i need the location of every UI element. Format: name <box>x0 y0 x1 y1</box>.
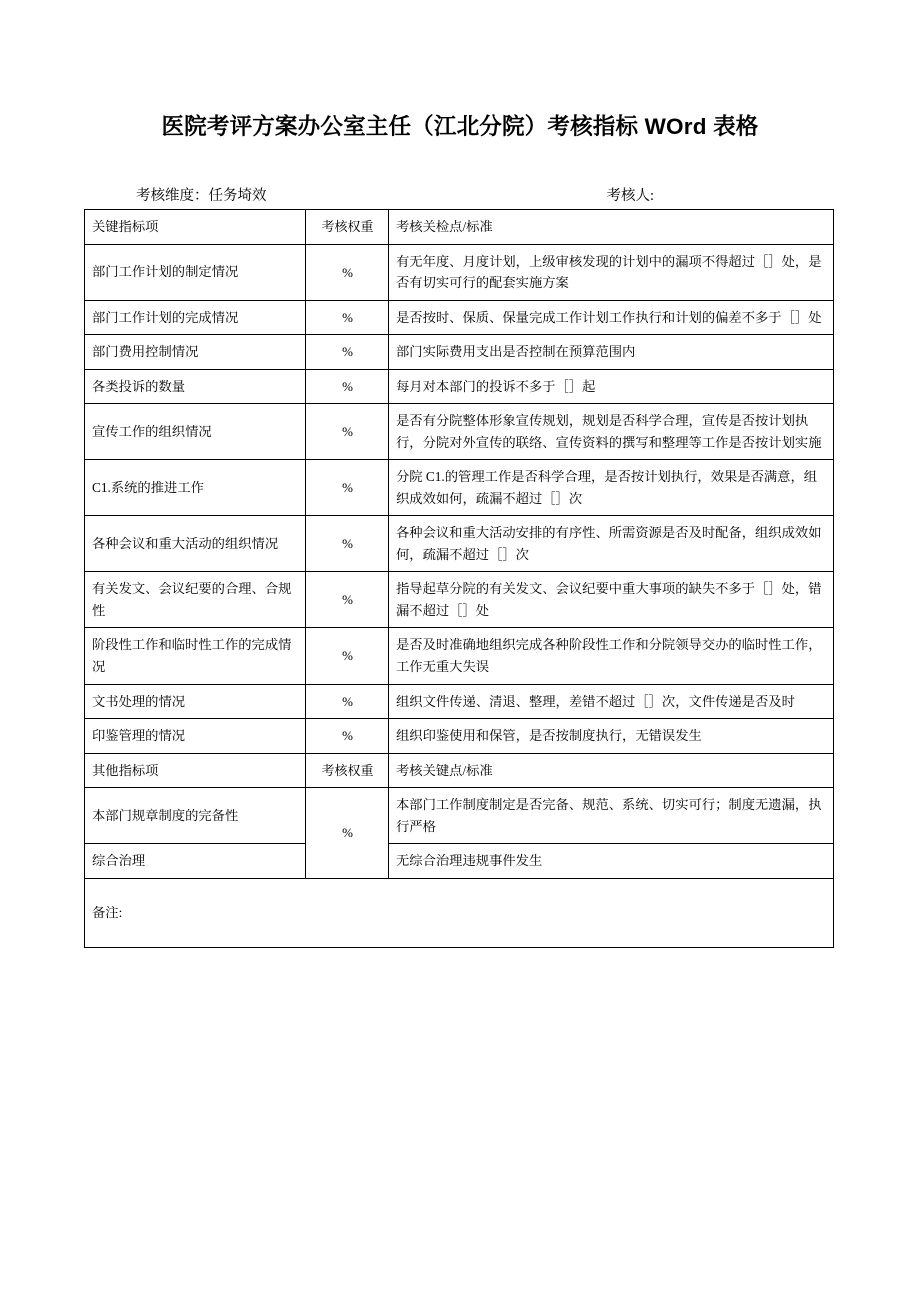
row-item: 部门工作计划的完成情况 <box>85 300 306 335</box>
remark-label: 备注: <box>85 878 834 947</box>
table-row <box>85 244 834 300</box>
secondary-header-row <box>85 753 834 788</box>
row-standard: 指导起草分院的有关发文、会议纪要中重大事项的缺失不多于［］处，错漏不超过［］处 <box>389 572 834 628</box>
row-item: 部门工作计划的制定情况 <box>85 244 306 300</box>
secondary-header-cell-item: 其他指标项 <box>85 753 306 788</box>
row-weight: % <box>306 719 389 754</box>
row-weight-merged: % <box>306 788 389 879</box>
table-row <box>85 335 834 370</box>
row-weight: % <box>306 404 389 460</box>
assessor-label: 考核人: <box>606 187 654 204</box>
row-standard: 分院 C1.的管理工作是否科学合理，是否按计划执行，效果是否满意，组织成效如何，疏漏不超过［］次 <box>389 460 834 516</box>
row-item: C1.系统的推进工作 <box>85 460 306 516</box>
header-cell-standard: 考核关检点/标准 <box>389 210 834 245</box>
row-weight: % <box>306 684 389 719</box>
row-item: 文书处理的情况 <box>85 684 306 719</box>
row-weight: % <box>306 460 389 516</box>
row-weight: % <box>306 572 389 628</box>
row-standard: 是否及时准确地组织完成各种阶段性工作和分院领导交办的临时性工作，工作无重大失误 <box>389 628 834 684</box>
table-row <box>85 719 834 754</box>
table-row <box>85 404 834 460</box>
table-row <box>85 684 834 719</box>
row-item: 综合治理 <box>85 844 306 879</box>
row-weight: % <box>306 300 389 335</box>
row-item: 本部门规章制度的完备性 <box>85 788 306 844</box>
row-item: 部门费用控制情况 <box>85 335 306 370</box>
row-weight: % <box>306 244 389 300</box>
secondary-header-cell-standard: 考核关键点/标准 <box>389 753 834 788</box>
row-item: 各种会议和重大活动的组织情况 <box>85 516 306 572</box>
table-row <box>85 300 834 335</box>
row-weight: % <box>306 516 389 572</box>
header-cell-weight: 考核权重 <box>306 210 389 245</box>
row-standard: 是否按时、保质、保量完成工作计划工作执行和计划的偏差不多于［］处 <box>389 300 834 335</box>
table-row <box>85 516 834 572</box>
header-cell-item: 关键指标项 <box>85 210 306 245</box>
row-standard: 每月对本部门的投诉不多于［］起 <box>389 369 834 404</box>
kpi-table <box>84 209 834 948</box>
row-weight: % <box>306 369 389 404</box>
secondary-header-cell-weight: 考核权重 <box>306 753 389 788</box>
row-weight: % <box>306 628 389 684</box>
row-standard: 是否有分院整体形象宣传规划，规划是否科学合理，宣传是否按计划执行，分院对外宣传的联络、宣传资料的撰写和整理等工作是否按计划实施 <box>389 404 834 460</box>
table-row <box>85 460 834 516</box>
row-standard: 有无年度、月度计划，上级审核发现的计划中的漏项不得超过［］处，是否有切实可行的配套实施方案 <box>389 244 834 300</box>
row-standard: 各种会议和重大活动安排的有序性、所需资源是否及时配备，组织成效如何，疏漏不超过［］次 <box>389 516 834 572</box>
meta-row <box>84 183 832 205</box>
page-title: 医院考评方案办公室主任（江北分院）考核指标 WOrd 表格 <box>161 114 759 139</box>
table-header-row <box>85 210 834 245</box>
table-row <box>85 369 834 404</box>
row-standard: 无综合治理违规事件发生 <box>389 844 834 879</box>
row-standard: 组织文件传递、清退、整理，差错不超过［］次，文件传递是否及时 <box>389 684 834 719</box>
table-row <box>85 628 834 684</box>
row-item: 各类投诉的数量 <box>85 369 306 404</box>
row-item: 印鉴管理的情况 <box>85 719 306 754</box>
assessment-dimension-label: 考核维度：任务埼效 <box>136 187 267 204</box>
row-standard: 本部门工作制度制定是否完备、规范、系统、切实可行；制度无遗漏，执行严格 <box>389 788 834 844</box>
table-row <box>85 844 834 879</box>
table-row <box>85 788 834 844</box>
row-weight: % <box>306 335 389 370</box>
row-item: 有关发文、会议纪要的合理、合规性 <box>85 572 306 628</box>
row-standard: 部门实际费用支出是否控制在预算范围内 <box>389 335 834 370</box>
table-row <box>85 572 834 628</box>
remark-row <box>85 878 834 947</box>
kpi-table-body <box>85 210 834 948</box>
row-item: 宣传工作的组织情况 <box>85 404 306 460</box>
row-standard: 组织印鉴使用和保管，是否按制度执行，无错误发生 <box>389 719 834 754</box>
row-item: 阶段性工作和临时性工作的完成情况 <box>85 628 306 684</box>
